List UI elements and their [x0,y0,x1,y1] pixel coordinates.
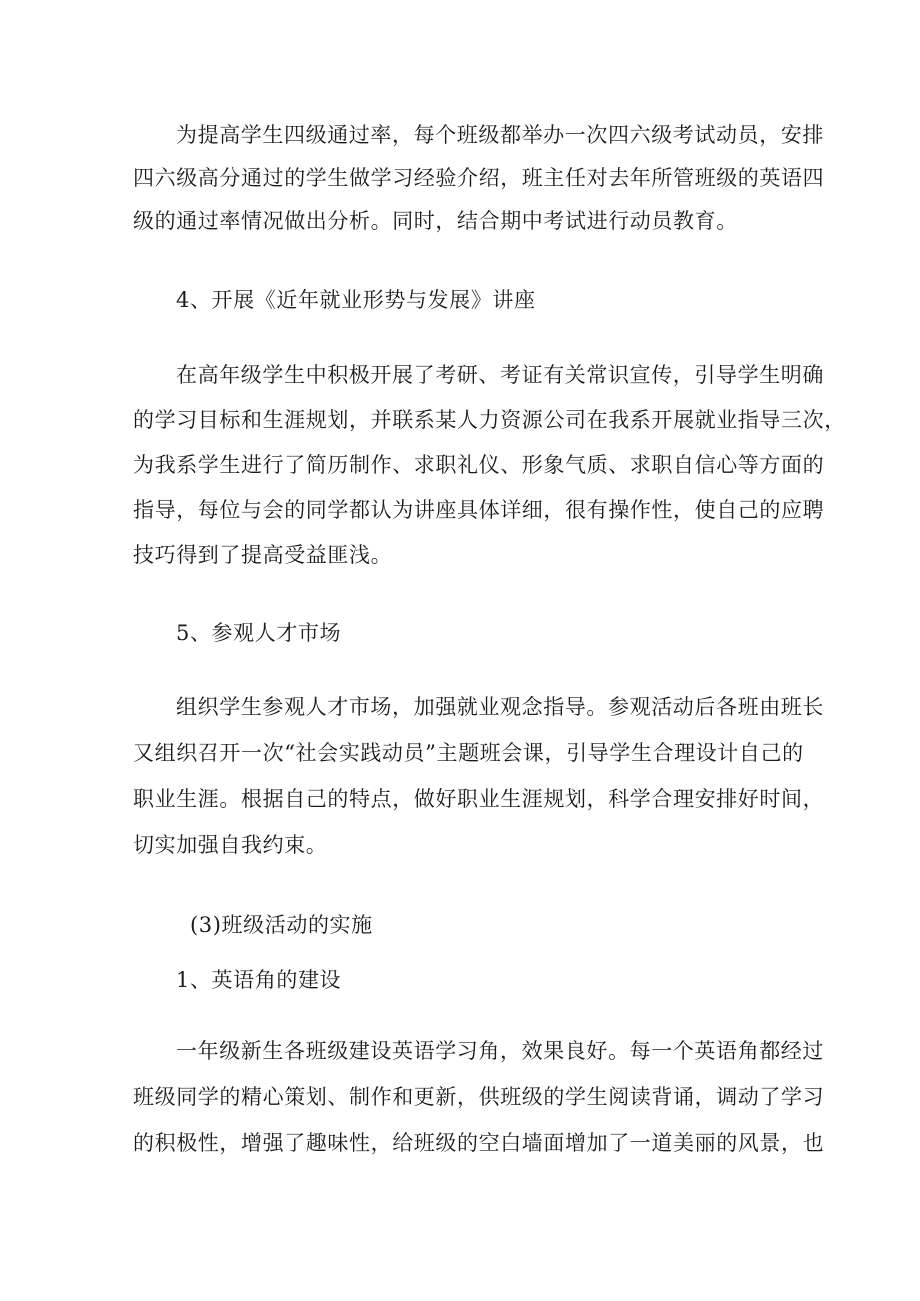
paragraph-2-line-2: 的学习目标和生涯规划，并联系某人力资源公司在我系开展就业指导三次， [133,408,846,432]
heading-english-corner: 1、英语角的建设 [176,968,342,992]
paragraph-3-line-3: 职业生涯。根据自己的特点，做好职业生涯规划，科学合理安排好时间， [133,787,825,811]
paragraph-3-line-2: 又组织召开一次“社会实践动员”主题班会课，引导学生合理设计自己的 [133,741,804,765]
paragraph-4-line-3: 的积极性，增强了趣味性，给班级的空白墙面增加了一道美丽的风景，也 [133,1131,825,1155]
paragraph-2-line-4: 指导，每位与会的同学都认为讲座具体详细，很有操作性，使自己的应聘 [133,498,825,522]
paragraph-1-line-2: 四六级高分通过的学生做学习经验介绍，班主任对去年所管班级的英语四 [133,166,825,190]
heading-talent-market: 5、参观人才市场 [176,621,342,645]
paragraph-2-line-3: 为我系学生进行了简历制作、求职礼仪、形象气质、求职自信心等方面的 [133,453,825,477]
paragraph-3-line-1: 组织学生参观人才市场，加强就业观念指导。参观活动后各班由班长 [176,695,824,719]
section-class-activities: (3)班级活动的实施 [190,913,373,937]
paragraph-2-line-1: 在高年级学生中积极开展了考研、考证有关常识宣传，引导学生明确 [176,363,824,387]
paragraph-3-line-4: 切实加强自我约束。 [133,833,328,857]
paragraph-4-line-1: 一年级新生各班级建设英语学习角，效果良好。每一个英语角都经过 [176,1039,824,1063]
paragraph-2-line-5: 技巧得到了提高受益匪浅。 [133,543,393,567]
heading-employment-lecture: 4、开展《近年就业形势与发展》讲座 [176,288,536,312]
paragraph-1-line-3: 级的通过率情况做出分析。同时，结合期中考试进行动员教育。 [133,209,738,233]
paragraph-4-line-2: 班级同学的精心策划、制作和更新，供班级的学生阅读背诵，调动了学习 [133,1085,825,1109]
paragraph-1-line-1: 为提高学生四级通过率，每个班级都举办一次四六级考试动员，安排 [176,123,824,147]
